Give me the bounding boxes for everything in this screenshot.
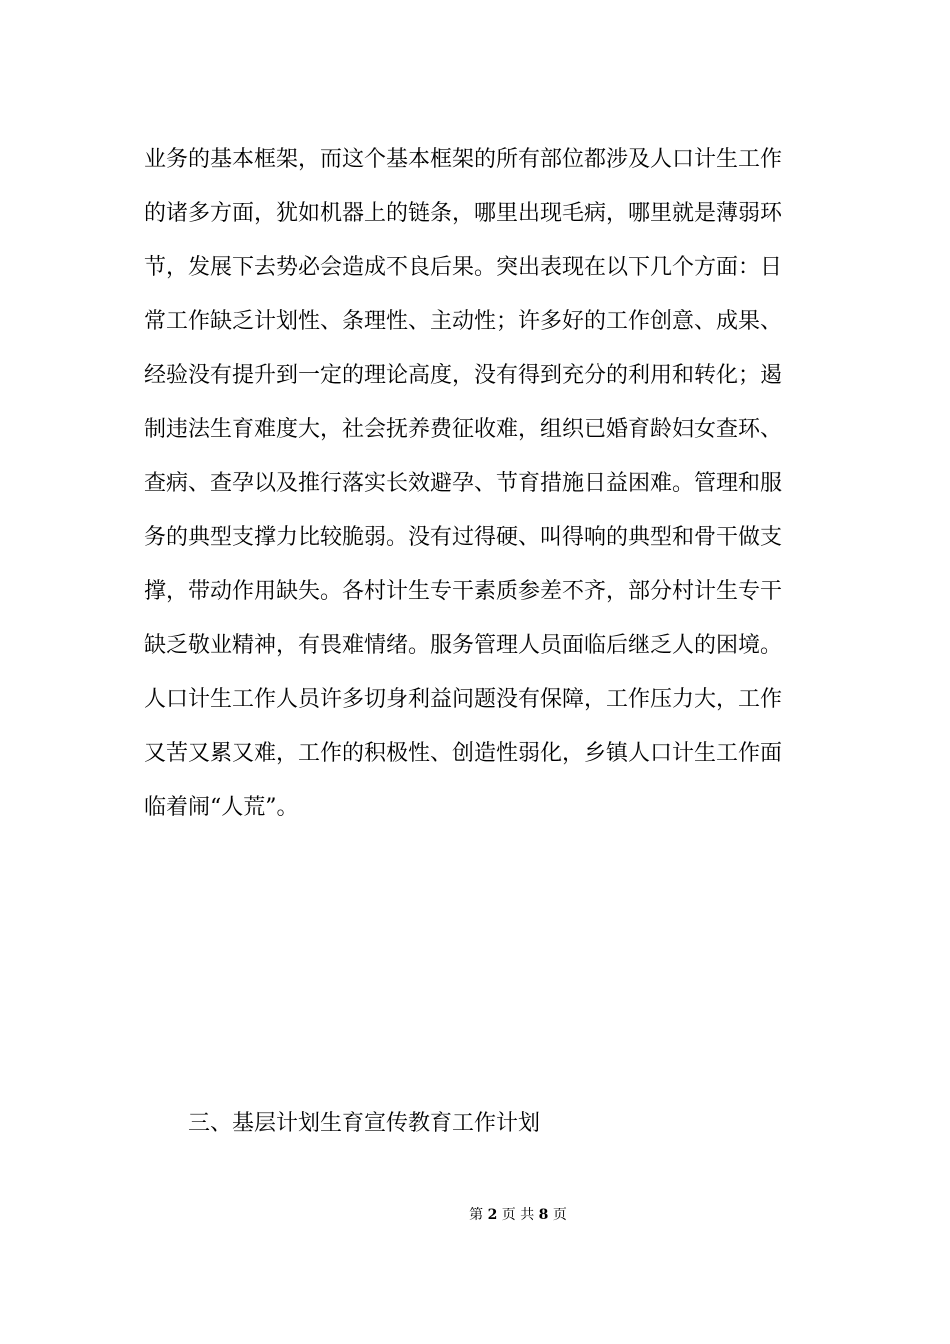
- footer-page-number: 2: [487, 1207, 498, 1223]
- text-line-12: 又苦又累又难，工作的积极性、创造性弱化，乡镇人口计生工作面: [144, 741, 783, 766]
- page-footer: [0, 1205, 950, 1225]
- text-line-13: 临着闹“人荒”。: [144, 795, 299, 820]
- text-line-5: 经验没有提升到一定的理论高度，没有得到充分的利用和转化；遏: [144, 363, 783, 388]
- text-line-4: 常工作缺乏计划性、条理性、主动性；许多好的工作创意、成果、: [144, 309, 783, 334]
- text-line-7: 查病、查孕以及推行落实长效避孕、节育措施日益困难。管理和服: [144, 471, 783, 496]
- text-line-8: 务的典型支撑力比较脆弱。没有过得硬、叫得响的典型和骨干做支: [144, 525, 783, 550]
- text-line-1: 业务的基本框架，而这个基本框架的所有部位都涉及人口计生工作: [144, 147, 783, 172]
- section-heading: 三、基层计划生育宣传教育工作计划: [188, 1111, 541, 1136]
- footer-prefix: 第: [469, 1207, 484, 1223]
- text-line-9: 撑，带动作用缺失。各村计生专干素质参差不齐，部分村计生专干: [144, 579, 783, 604]
- text-line-3: 节，发展下去势必会造成不良后果。突出表现在以下几个方面：日: [144, 255, 783, 280]
- footer-middle: 页 共: [501, 1207, 535, 1223]
- footer-suffix: 页: [552, 1207, 567, 1223]
- text-line-2: 的诸多方面，犹如机器上的链条，哪里出现毛病，哪里就是薄弱环: [144, 201, 783, 226]
- text-line-10: 缺乏敬业精神，有畏难情绪。服务管理人员面临后继乏人的困境。: [144, 633, 783, 658]
- footer-total-pages: 8: [538, 1207, 549, 1223]
- text-line-6: 制违法生育难度大，社会抚养费征收难，组织已婚育龄妇女查环、: [144, 417, 783, 442]
- text-line-11: 人口计生工作人员许多切身利益问题没有保障，工作压力大，工作: [144, 687, 783, 712]
- body-paragraph: [144, 134, 814, 834]
